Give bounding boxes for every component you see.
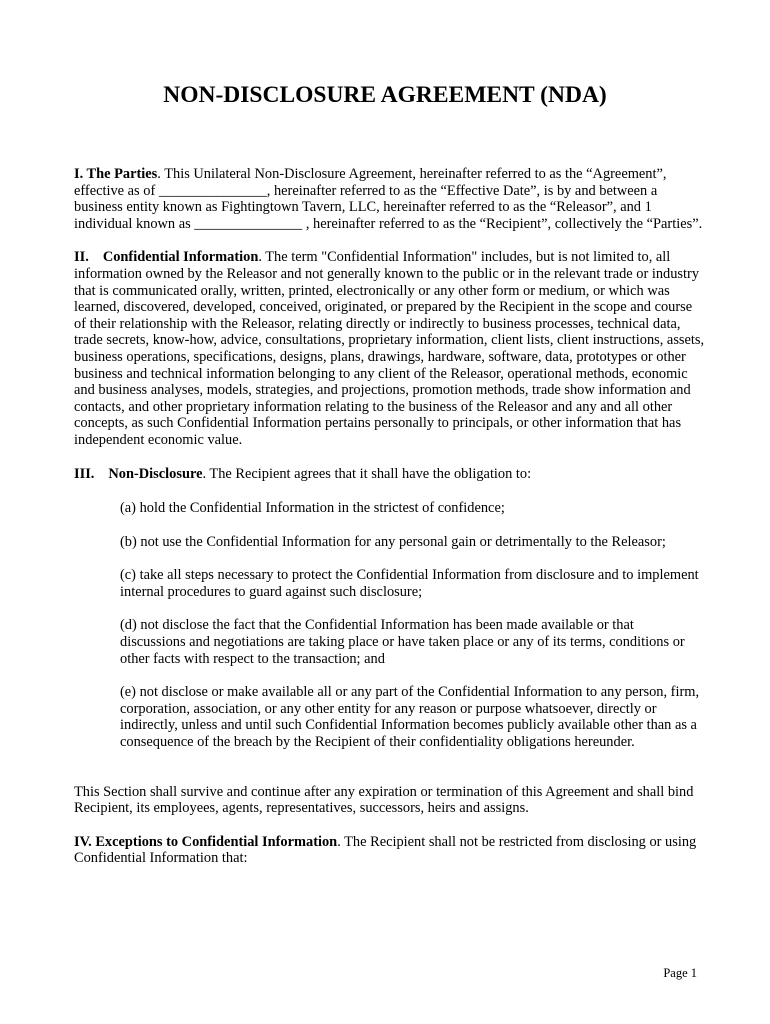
- document-title: NON-DISCLOSURE AGREEMENT (NDA): [163, 82, 607, 108]
- section-non-disclosure: [74, 466, 706, 483]
- obligation-item-c: (c) take all steps necessary to protect the Confidential Information from disclosure and to implement internal procedures to guard against such disclosure;: [120, 567, 699, 600]
- section-exceptions-heading: IV. Exceptions to Confidential Information: [74, 833, 338, 850]
- section-iii-numeral: III.: [74, 465, 95, 482]
- section-exceptions: [74, 834, 706, 867]
- section-confidential-information-heading: Confidential Information: [102, 249, 259, 266]
- document-body: [74, 166, 706, 867]
- section-non-disclosure-heading: Non-Disclosure: [108, 465, 203, 482]
- section-non-disclosure-text: . The Recipient agrees that it shall have the obligation to:: [202, 465, 532, 482]
- survival-clause: This Section shall survive and continue after any expiration or termination of this Agreement and shall bind Recipient, its employees, agents, representatives, successors, heirs and assigns.: [74, 783, 694, 817]
- section-parties: [74, 166, 706, 232]
- section-parties-heading: I. The Parties: [74, 166, 158, 182]
- page-number: Page 1: [663, 966, 697, 980]
- section-confidential-information-text: . The term "Confidential Information" includes, but is not limited to, all information owned by the Releasor and not generally known to the public or in the relevant trade or industry that is communicated orally, written, printed, electronically or any other form or medium, or which was learned, discovered, developed, conceived, originated, or prepared by the Recipient in the scope and course of their relationship with the Releasor, relating directly or indirectly to business processes, technical data, trade secrets, know-how, advice, consultations, proprietary information, client lists, client instructions, assets, business operations, specifications, designs, plans, drawings, hardware, software, data, prototypes or other business and technical information belonging to any client of the Releasor, operational methods, economic and business analyses, models, strategies, and projections, promotion methods, trade show information and contacts, and other proprietary information relating to the business of the Releasor and any and all other concepts, as such Confidential Information pertains personally to principals, or other information that has independent economic value.: [74, 249, 705, 448]
- section-confidential-information: [74, 249, 706, 448]
- obligation-item-d: (d) not disclose the fact that the Confidential Information has been made available or that discussions and negotiations are taking place or have taken place or any of its terms, conditions or other facts with respect to the transaction; and: [120, 617, 685, 667]
- obligation-item-e: (e) not disclose or make available all or any part of the Confidential Information to any person, firm, corporation, association, or any other entity for any reason or purpose whatsoever, directly or indirectly, unless and until such Confidential Information becomes publicly available other than as a consequence of the breach by the Recipient of their confidentiality obligations hereunder.: [120, 684, 700, 751]
- section-ii-numeral: II.: [74, 249, 89, 266]
- section-parties-text: . This Unilateral Non-Disclosure Agreement, hereinafter referred to as the “Agreement”, effective as of _______________, hereinafter referred to as the “Effective Date”, is by and between a business entity known as Fightingtown Tavern, LLC, hereinafter referred to as the “Releasor”, and 1 individual known as _______________ , hereinafter referred to as the “Recipient”, collectively the “Parties”.: [74, 166, 703, 232]
- obligation-item-b: (b) not use the Confidential Information for any personal gain or detrimentally to the Releasor;: [120, 533, 666, 550]
- section-exceptions-text: . The Recipient shall not be restricted from disclosing or using Confidential Information that:: [74, 833, 697, 867]
- obligation-item-a: (a) hold the Confidential Information in the strictest of confidence;: [120, 500, 505, 517]
